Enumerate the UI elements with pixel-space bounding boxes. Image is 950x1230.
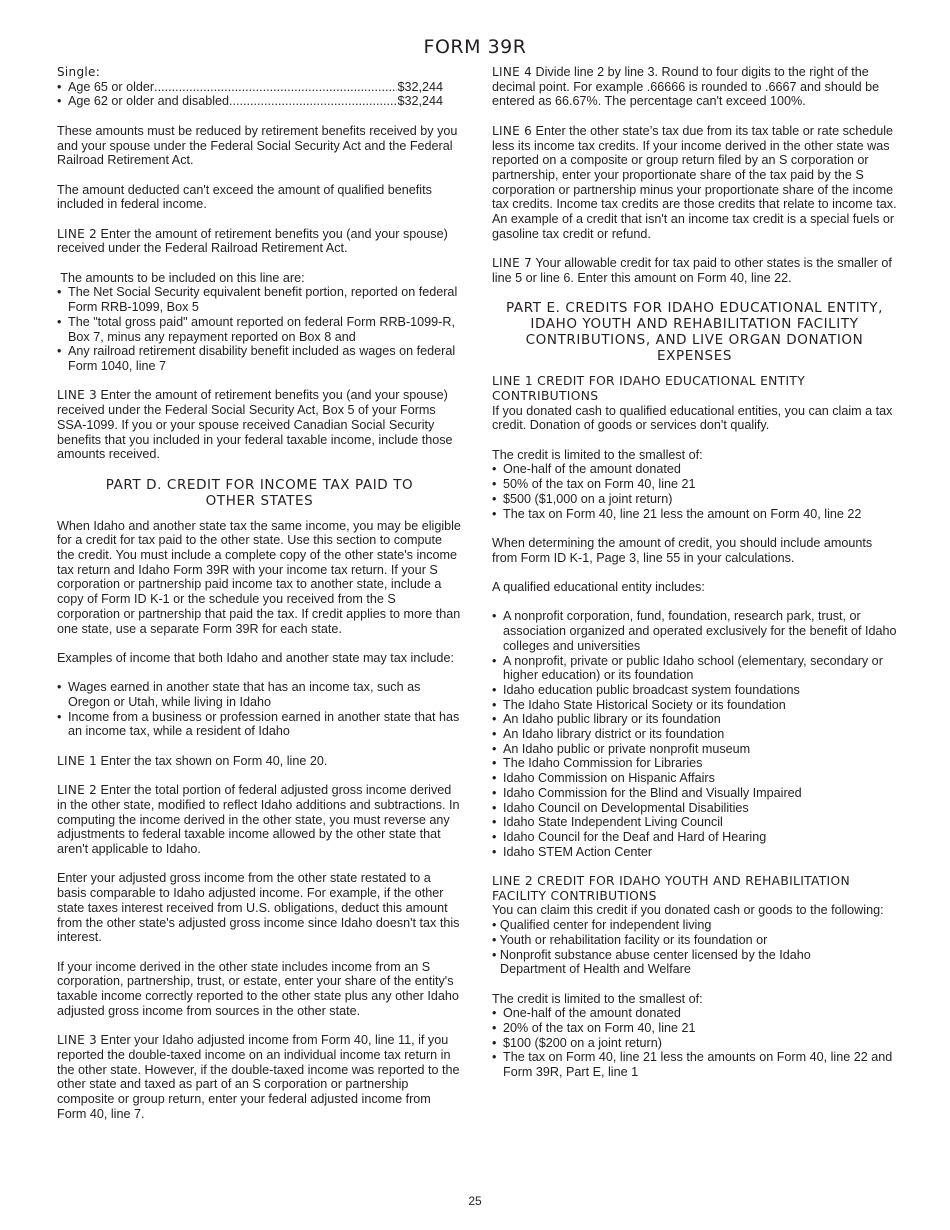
e-line1-paragraph: If you donated cash to qualified educational entities, you can claim a tax credit. Donation of goods or services don't qualify. (492, 403, 893, 433)
amount-label: • Age 62 or older and disabled (68, 94, 230, 109)
line-label: LINE 4 (492, 65, 533, 79)
list-item-continued: Department of Health and Welfare (500, 962, 691, 977)
e-line1-heading: LINE 1 CREDIT FOR IDAHO EDUCATIONAL ENTITY CONTRIBUTIONS (492, 374, 806, 403)
list-item: • The tax on Form 40, line 21 less the amount on Form 40, line 22 (492, 507, 897, 522)
list-item: • A nonprofit corporation, fund, foundation, research park, trust, or association organized and operated exclusively for the benefit of Idaho colleges and universities (492, 609, 897, 653)
right-column (492, 65, 897, 1095)
examples-intro: Examples of income that both Idaho and another state may tax include: (57, 650, 454, 665)
d-line6-instructions (492, 124, 897, 242)
list-item: • $100 ($200 on a joint return) (492, 1036, 897, 1051)
list-item: • Idaho Commission for the Blind and Visually Impaired (492, 786, 897, 801)
part-d-heading: PART D. CREDIT FOR INCOME TAX PAID TO OTHER STATES (105, 476, 414, 509)
list-item: • An Idaho public library or its foundation (492, 712, 897, 727)
paragraph-deducted: The amount deducted can't exceed the amount of qualified benefits included in federal income. (57, 182, 432, 212)
list-item: • Nonprofit substance abuse center licensed by the Idaho (492, 947, 811, 962)
k1-paragraph: When determining the amount of credit, you should include amounts from Form ID K-1, Page 3, line 55 in your calculations. (492, 535, 873, 565)
list-item: • The "total gross paid" amount reported on federal Form RRB-1099-R, Box 7, minus any repayment reported on Box 8 and (57, 315, 462, 344)
d-line2-instructions (57, 783, 462, 857)
list-item: • The Idaho State Historical Society or its foundation (492, 698, 897, 713)
e-line1-limit-list (492, 462, 897, 521)
e-line2-heading: LINE 2 CREDIT FOR IDAHO YOUTH AND REHABILITATION FACILITY CONTRIBUTIONS (492, 874, 850, 903)
line-text: Divide line 2 by line 3. Round to four digits to the right of the decimal point. For example .66666 is rounded to .6667 and should be entered as 66.67%. The percentage can't exceed 100%. (492, 65, 880, 109)
list-item: • A nonprofit, private or public Idaho school (elementary, secondary or higher education) or its foundation (492, 654, 897, 683)
line-text: Your allowable credit for tax paid to other states is the smaller of line 5 or line 6. Enter this amount on Form 40, line 22. (492, 256, 892, 285)
list-item: • Idaho State Independent Living Council (492, 815, 897, 830)
paragraph-reduced: These amounts must be reduced by retirement benefits received by you and your spouse under the Federal Social Security Act and the Federal Railroad Retirement Act. (57, 123, 458, 168)
list-item: • Idaho Commission on Hispanic Affairs (492, 771, 897, 786)
line2-instructions (57, 227, 462, 256)
amount-label: • Age 65 or older (68, 79, 155, 94)
line-label: LINE 7 (492, 256, 533, 271)
examples-list (57, 680, 462, 739)
list-item: • Idaho Council on Developmental Disabilities (492, 801, 897, 816)
page-number: 25 (468, 1194, 482, 1208)
list-item: • Income from a business or profession earned in another state that has an income tax, while a resident of Idaho (57, 710, 462, 739)
list-item: • The Net Social Security equivalent benefit portion, reported on federal Form RRB-1099, Box 5 (57, 285, 462, 314)
list-item: • 50% of the tax on Form 40, line 21 (492, 477, 897, 492)
list-item: • Youth or rehabilitation facility or its foundation or (492, 932, 768, 947)
list-item: • The Idaho Commission for Libraries (492, 756, 897, 771)
line-label: LINE 2 (57, 783, 98, 798)
list-item: • Idaho STEM Action Center (492, 845, 897, 860)
e-line2-limit-intro: The credit is limited to the smallest of: (492, 991, 703, 1006)
line-text: Enter your Idaho adjusted income from Form 40, line 11, if you reported the double-taxed income on an individual income tax return in the other state. However, if the double-taxed income was reported to the other state and taxed as part of an S corporation or partnership composite or group return, enter your federal adjusted income from Form 40, line 7. (57, 1033, 460, 1121)
amount-list (57, 80, 443, 109)
list-item: • Qualified center for independent living (492, 918, 712, 933)
line-text: Enter the total portion of federal adjusted gross income derived in the other state, modified to reflect Idaho additions and subtractions. In computing the income derived in the other state, you must reverse any adjustments to federal taxable income allowed by the other state that aren't applicable to Idaho. (57, 783, 460, 856)
list-item: • An Idaho library district or its foundation (492, 727, 897, 742)
scorp-paragraph: If your income derived in the other state includes income from an S corporation, partnership, trust, or estate, enter your share of the entity's taxable income correctly reported to the other state plus any other Idaho adjusted gross income from sources in the other state. (57, 959, 459, 1018)
list-item: • Idaho Council for the Deaf and Hard of Hearing (492, 830, 897, 845)
line-text: Enter the other state’s tax due from its tax table or rate schedule less its income tax credits. If your income derived in the other state was reported on a composite or group return filed by an S corporation or partnership, enter your proportionate share of the tax paid by the S corporation or partnership minus your proportionate share of the income tax credits. Income tax credits are those credits that relate to income tax. An example of a credit that isn't an income tax credit is a special fuels or gasoline tax credit or refund. (492, 123, 897, 241)
e-line1-limit-intro: The credit is limited to the smallest of: (492, 447, 703, 462)
line-text: Enter the amount of retirement benefits you (and your spouse) received under the Federal Railroad Retirement Act. (57, 226, 448, 256)
list-item: • One-half of the amount donated (492, 462, 897, 477)
page-title: FORM 39R (423, 36, 527, 58)
line2-item-list (57, 285, 462, 373)
list-item: • 20% of the tax on Form 40, line 21 (492, 1021, 897, 1036)
list-item: • $500 ($1,000 on a joint return) (492, 492, 897, 507)
list-item: • The tax on Form 40, line 21 less the amounts on Form 40, line 22 and Form 39R, Part E, line 1 (492, 1050, 897, 1079)
line-label: LINE 6 (492, 123, 533, 138)
list-item: • Any railroad retirement disability benefit included as wages on federal Form 1040, line 7 (57, 344, 462, 373)
line-label: LINE 2 (57, 226, 98, 241)
list-item: • One-half of the amount donated (492, 1006, 897, 1021)
part-d-intro: When Idaho and another state tax the same income, you may be eligible for a credit for tax paid to the other state. Use this section to compute the credit. You must include a complete copy of the other state's income tax return and Idaho Form 39R with your income tax return. If your S corporation or partnership paid income tax to another state, include a copy of Form ID K-1 or the schedule you received from the S corporation or partnership that paid the tax. If credit applies to more than one state, use a separate Form 39R for each state. (57, 518, 461, 636)
line-label: LINE 3 (57, 388, 98, 403)
e-line2-limit-list (492, 1006, 897, 1080)
list-item: • An Idaho public or private nonprofit museum (492, 742, 897, 757)
line-label: LINE 1 (57, 753, 98, 768)
d-line4-instructions (492, 65, 897, 109)
agi-paragraph: Enter your adjusted gross income from the other state restated to a basis comparable to Idaho adjusted income. For example, if the other state taxes interest received from U.S. obligations, deduct this amount from the other state's adjusted gross income since Idaho doesn't tax this interest. (57, 871, 460, 945)
list-item: • Wages earned in another state that has an income tax, such as Oregon or Utah, while living in Idaho (57, 680, 462, 709)
amount-value: $32,244 (397, 79, 443, 94)
line-text: Enter the tax shown on Form 40, line 20. (97, 753, 328, 768)
e-line2-item-list (492, 918, 897, 977)
e-line2-paragraph: You can claim this credit if you donated cash or goods to the following: (492, 903, 884, 918)
entity-intro: A qualified educational entity includes: (492, 580, 705, 594)
left-column (57, 65, 462, 1136)
list-item: • Idaho education public broadcast system foundations (492, 683, 897, 698)
line-label: LINE 3 (57, 1033, 98, 1048)
line-text: Enter the amount of retirement benefits you (and your spouse) received under the Federal Social Security Act, Box 5 of your Forms SSA-1099. If you or your spouse received Canadian Social Security benefits that you included in your federal taxable income, include those amounts received. (57, 388, 453, 462)
d-line3-instructions (57, 1033, 462, 1121)
amount-value: $32,244 (397, 94, 443, 109)
single-label: Single: (57, 65, 101, 79)
d-line1-instructions (57, 754, 462, 769)
entity-list (492, 609, 897, 859)
line3-instructions (57, 388, 462, 462)
amounts-intro: The amounts to be included on this line are: (57, 270, 305, 285)
amount-row (57, 94, 443, 109)
part-e-heading: PART E. CREDITS FOR IDAHO EDUCATIONAL ENTITY, IDAHO YOUTH AND REHABILITATION FACILITY CONTRIBUTIONS, AND LIVE ORGAN DONATION EXPENSES (506, 300, 883, 365)
d-line7-instructions (492, 256, 897, 285)
amount-row (57, 80, 443, 95)
